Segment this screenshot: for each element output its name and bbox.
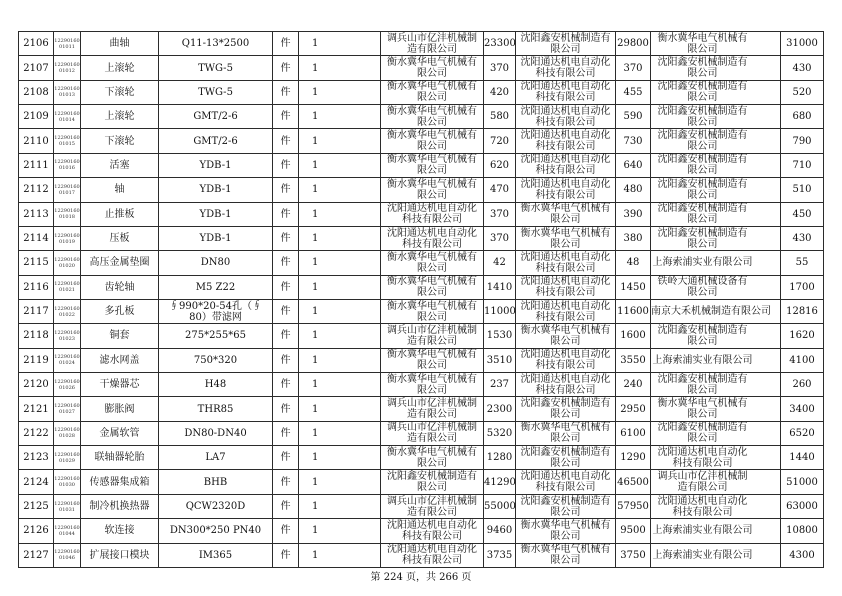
table-row [19, 275, 824, 299]
quantity-cell: 1 [299, 226, 381, 250]
price-1-cell: 2300 [484, 397, 516, 421]
price-1-cell: 42 [484, 251, 516, 275]
price-1-cell: 5320 [484, 421, 516, 445]
price-2-cell: 370 [616, 56, 651, 80]
unit-cell: 件 [273, 543, 299, 567]
quantity-cell: 1 [299, 178, 381, 202]
table-row [19, 446, 824, 470]
spec-cell: TWG-5 [159, 56, 273, 80]
spec-cell: QCW2320D [159, 494, 273, 518]
quantity-cell: 1 [299, 446, 381, 470]
unit-cell: 件 [273, 202, 299, 226]
material-code-cell: 12290160 01027 [54, 397, 81, 421]
supplier-3-cell: 南京大禾机械制造有限公司 [651, 299, 781, 323]
supplier-1-cell: 沈阳通达机电自动化 科技有限公司 [381, 543, 484, 567]
supplier-2-cell: 沈阳鑫安机械制造有 限公司 [516, 397, 616, 421]
price-2-cell: 29800 [616, 32, 651, 56]
price-2-cell: 1450 [616, 275, 651, 299]
supplier-3-cell: 沈阳鑫安机械制造有 限公司 [651, 373, 781, 397]
item-name-cell: 干燥器芯 [81, 373, 159, 397]
material-code-cell: 12290160 01015 [54, 129, 81, 153]
table-row [19, 202, 824, 226]
row-number-cell: 2121 [19, 397, 54, 421]
unit-cell: 件 [273, 348, 299, 372]
price-2-cell: 11600 [616, 299, 651, 323]
material-code-cell: 12290160 01022 [54, 299, 81, 323]
table-row [19, 251, 824, 275]
supplier-2-cell: 沈阳通达机电自动化 科技有限公司 [516, 105, 616, 129]
supplier-2-cell: 沈阳鑫安机械制造有 限公司 [516, 446, 616, 470]
spec-cell: DN80 [159, 251, 273, 275]
unit-cell: 件 [273, 275, 299, 299]
spec-cell: THR85 [159, 397, 273, 421]
supplier-3-cell: 上海索浦实业有限公司 [651, 251, 781, 275]
price-3-cell: 520 [781, 80, 824, 104]
price-3-cell: 63000 [781, 494, 824, 518]
supplier-1-cell: 调兵山市亿沣机械制 造有限公司 [381, 324, 484, 348]
item-name-cell: 活塞 [81, 153, 159, 177]
material-code-cell: 12290160 01020 [54, 251, 81, 275]
table-row [19, 105, 824, 129]
supplier-2-cell: 沈阳鑫安机械制造有 限公司 [516, 32, 616, 56]
supplier-1-cell: 沈阳通达机电自动化 科技有限公司 [381, 226, 484, 250]
table-row [19, 543, 824, 567]
supplier-2-cell: 沈阳通达机电自动化 科技有限公司 [516, 129, 616, 153]
price-2-cell: 48 [616, 251, 651, 275]
table-row [19, 324, 824, 348]
spec-cell: YDB-1 [159, 226, 273, 250]
price-3-cell: 4100 [781, 348, 824, 372]
quantity-cell: 1 [299, 32, 381, 56]
price-3-cell: 55 [781, 251, 824, 275]
row-number-cell: 2115 [19, 251, 54, 275]
price-1-cell: 1410 [484, 275, 516, 299]
item-name-cell: 下滚轮 [81, 80, 159, 104]
table-row [19, 32, 824, 56]
supplier-3-cell: 上海索浦实业有限公司 [651, 348, 781, 372]
unit-cell: 件 [273, 226, 299, 250]
unit-cell: 件 [273, 519, 299, 543]
unit-cell: 件 [273, 129, 299, 153]
price-3-cell: 1440 [781, 446, 824, 470]
table-row [19, 348, 824, 372]
row-number-cell: 2114 [19, 226, 54, 250]
price-3-cell: 790 [781, 129, 824, 153]
supplier-3-cell: 沈阳鑫安机械制造有 限公司 [651, 153, 781, 177]
unit-cell: 件 [273, 32, 299, 56]
table-row [19, 494, 824, 518]
table-row [19, 470, 824, 494]
unit-cell: 件 [273, 153, 299, 177]
item-name-cell: 压板 [81, 226, 159, 250]
item-name-cell: 滤水网盖 [81, 348, 159, 372]
price-1-cell: 55000 [484, 494, 516, 518]
price-comparison-table [18, 31, 824, 568]
material-code-cell: 12290160 01012 [54, 56, 81, 80]
price-2-cell: 3550 [616, 348, 651, 372]
supplier-1-cell: 衡水冀华电气机械有 限公司 [381, 373, 484, 397]
row-number-cell: 2112 [19, 178, 54, 202]
spec-cell: IM365 [159, 543, 273, 567]
price-3-cell: 260 [781, 373, 824, 397]
quantity-cell: 1 [299, 373, 381, 397]
supplier-1-cell: 调兵山市亿沣机械制 造有限公司 [381, 494, 484, 518]
price-2-cell: 57950 [616, 494, 651, 518]
price-2-cell: 1600 [616, 324, 651, 348]
supplier-3-cell: 沈阳通达机电自动化 科技有限公司 [651, 494, 781, 518]
spec-cell: TWG-5 [159, 80, 273, 104]
price-1-cell: 3510 [484, 348, 516, 372]
spec-cell: H48 [159, 373, 273, 397]
page-number-footer: 第 224 页，共 266 页 [370, 572, 472, 583]
unit-cell: 件 [273, 56, 299, 80]
price-1-cell: 370 [484, 56, 516, 80]
spec-cell: DN300*250 PN40 [159, 519, 273, 543]
price-2-cell: 9500 [616, 519, 651, 543]
supplier-1-cell: 衡水冀华电气机械有 限公司 [381, 299, 484, 323]
supplier-1-cell: 衡水冀华电气机械有 限公司 [381, 446, 484, 470]
item-name-cell: 多孔板 [81, 299, 159, 323]
supplier-2-cell: 沈阳通达机电自动化 科技有限公司 [516, 251, 616, 275]
table-row [19, 299, 824, 323]
unit-cell: 件 [273, 324, 299, 348]
supplier-2-cell: 衡水冀华电气机械有 限公司 [516, 324, 616, 348]
quantity-cell: 1 [299, 348, 381, 372]
supplier-1-cell: 衡水冀华电气机械有 限公司 [381, 275, 484, 299]
material-code-cell: 12290160 01011 [54, 32, 81, 56]
item-name-cell: 高压金属垫圈 [81, 251, 159, 275]
item-name-cell: 制冷机换热器 [81, 494, 159, 518]
material-code-cell: 12290160 01046 [54, 543, 81, 567]
supplier-2-cell: 沈阳通达机电自动化 科技有限公司 [516, 470, 616, 494]
material-code-cell: 12290160 01014 [54, 105, 81, 129]
supplier-3-cell: 上海索浦实业有限公司 [651, 543, 781, 567]
price-3-cell: 510 [781, 178, 824, 202]
supplier-1-cell: 衡水冀华电气机械有 限公司 [381, 80, 484, 104]
price-1-cell: 3735 [484, 543, 516, 567]
price-1-cell: 11000 [484, 299, 516, 323]
material-code-cell: 12290160 01044 [54, 519, 81, 543]
quantity-cell: 1 [299, 494, 381, 518]
quantity-cell: 1 [299, 56, 381, 80]
quantity-cell: 1 [299, 202, 381, 226]
supplier-2-cell: 衡水冀华电气机械有 限公司 [516, 519, 616, 543]
table-row [19, 397, 824, 421]
supplier-3-cell: 上海索浦实业有限公司 [651, 519, 781, 543]
price-2-cell: 6100 [616, 421, 651, 445]
item-name-cell: 曲轴 [81, 32, 159, 56]
supplier-3-cell: 沈阳鑫安机械制造有 限公司 [651, 421, 781, 445]
price-2-cell: 2950 [616, 397, 651, 421]
supplier-1-cell: 衡水冀华电气机械有 限公司 [381, 129, 484, 153]
quantity-cell: 1 [299, 397, 381, 421]
price-3-cell: 12816 [781, 299, 824, 323]
quantity-cell: 1 [299, 153, 381, 177]
price-1-cell: 9460 [484, 519, 516, 543]
quantity-cell: 1 [299, 299, 381, 323]
price-1-cell: 620 [484, 153, 516, 177]
material-code-cell: 12290160 01030 [54, 470, 81, 494]
price-3-cell: 10800 [781, 519, 824, 543]
item-name-cell: 下滚轮 [81, 129, 159, 153]
unit-cell: 件 [273, 421, 299, 445]
supplier-3-cell: 沈阳鑫安机械制造有 限公司 [651, 226, 781, 250]
quantity-cell: 1 [299, 543, 381, 567]
price-2-cell: 3750 [616, 543, 651, 567]
row-number-cell: 2124 [19, 470, 54, 494]
price-1-cell: 23300 [484, 32, 516, 56]
row-number-cell: 2118 [19, 324, 54, 348]
quantity-cell: 1 [299, 275, 381, 299]
row-number-cell: 2108 [19, 80, 54, 104]
supplier-1-cell: 衡水冀华电气机械有 限公司 [381, 348, 484, 372]
supplier-1-cell: 沈阳鑫安机械制造有 限公司 [381, 470, 484, 494]
unit-cell: 件 [273, 397, 299, 421]
row-number-cell: 2109 [19, 105, 54, 129]
item-name-cell: 上滚轮 [81, 56, 159, 80]
supplier-3-cell: 调兵山市亿沣机械制 造有限公司 [651, 470, 781, 494]
quantity-cell: 1 [299, 129, 381, 153]
spec-cell: YDB-1 [159, 153, 273, 177]
price-2-cell: 390 [616, 202, 651, 226]
price-3-cell: 1620 [781, 324, 824, 348]
supplier-2-cell: 沈阳通达机电自动化 科技有限公司 [516, 275, 616, 299]
row-number-cell: 2120 [19, 373, 54, 397]
price-2-cell: 590 [616, 105, 651, 129]
row-number-cell: 2117 [19, 299, 54, 323]
supplier-3-cell: 沈阳鑫安机械制造有 限公司 [651, 202, 781, 226]
spec-cell: M5 Z22 [159, 275, 273, 299]
supplier-1-cell: 衡水冀华电气机械有 限公司 [381, 153, 484, 177]
supplier-3-cell: 沈阳通达机电自动化 科技有限公司 [651, 446, 781, 470]
table-row [19, 421, 824, 445]
material-code-cell: 12290160 01018 [54, 202, 81, 226]
price-3-cell: 430 [781, 56, 824, 80]
supplier-2-cell: 沈阳通达机电自动化 科技有限公司 [516, 56, 616, 80]
price-1-cell: 580 [484, 105, 516, 129]
material-code-cell: 12290160 01029 [54, 446, 81, 470]
row-number-cell: 2123 [19, 446, 54, 470]
supplier-3-cell: 衡水冀华电气机械有 限公司 [651, 32, 781, 56]
table-row [19, 178, 824, 202]
unit-cell: 件 [273, 178, 299, 202]
supplier-2-cell: 沈阳通达机电自动化 科技有限公司 [516, 153, 616, 177]
item-name-cell: 传感器集成箱 [81, 470, 159, 494]
row-number-cell: 2119 [19, 348, 54, 372]
quantity-cell: 1 [299, 105, 381, 129]
spec-cell: ∮990*20-54孔（∮ 80）带滤网 [159, 299, 273, 323]
price-2-cell: 730 [616, 129, 651, 153]
supplier-1-cell: 调兵山市亿沣机械制 造有限公司 [381, 397, 484, 421]
spec-cell: YDB-1 [159, 202, 273, 226]
supplier-1-cell: 沈阳通达机电自动化 科技有限公司 [381, 519, 484, 543]
price-3-cell: 430 [781, 226, 824, 250]
spec-cell: GMT/2-6 [159, 129, 273, 153]
item-name-cell: 轴 [81, 178, 159, 202]
supplier-1-cell: 衡水冀华电气机械有 限公司 [381, 56, 484, 80]
row-number-cell: 2106 [19, 32, 54, 56]
row-number-cell: 2122 [19, 421, 54, 445]
price-1-cell: 470 [484, 178, 516, 202]
spec-cell: BHB [159, 470, 273, 494]
unit-cell: 件 [273, 373, 299, 397]
supplier-2-cell: 衡水冀华电气机械有 限公司 [516, 202, 616, 226]
unit-cell: 件 [273, 299, 299, 323]
row-number-cell: 2126 [19, 519, 54, 543]
row-number-cell: 2127 [19, 543, 54, 567]
price-2-cell: 640 [616, 153, 651, 177]
supplier-1-cell: 衡水冀华电气机械有 限公司 [381, 178, 484, 202]
supplier-3-cell: 沈阳鑫安机械制造有 限公司 [651, 324, 781, 348]
quantity-cell: 1 [299, 251, 381, 275]
table-row [19, 226, 824, 250]
supplier-3-cell: 沈阳鑫安机械制造有 限公司 [651, 178, 781, 202]
price-2-cell: 455 [616, 80, 651, 104]
price-3-cell: 710 [781, 153, 824, 177]
material-code-cell: 12290160 01031 [54, 494, 81, 518]
price-2-cell: 1290 [616, 446, 651, 470]
quantity-cell: 1 [299, 421, 381, 445]
spec-cell: Q11-13*2500 [159, 32, 273, 56]
price-3-cell: 450 [781, 202, 824, 226]
material-code-cell: 12290160 01013 [54, 80, 81, 104]
spec-cell: GMT/2-6 [159, 105, 273, 129]
item-name-cell: 止推板 [81, 202, 159, 226]
supplier-1-cell: 调兵山市亿沣机械制 造有限公司 [381, 32, 484, 56]
supplier-2-cell: 衡水冀华电气机械有 限公司 [516, 226, 616, 250]
spec-cell: YDB-1 [159, 178, 273, 202]
material-code-cell: 12290160 01028 [54, 421, 81, 445]
material-code-cell: 12290160 01016 [54, 153, 81, 177]
price-1-cell: 41290 [484, 470, 516, 494]
price-2-cell: 240 [616, 373, 651, 397]
price-1-cell: 237 [484, 373, 516, 397]
material-code-cell: 12290160 01019 [54, 226, 81, 250]
supplier-2-cell: 衡水冀华电气机械有 限公司 [516, 543, 616, 567]
unit-cell: 件 [273, 251, 299, 275]
quantity-cell: 1 [299, 519, 381, 543]
spec-cell: LA7 [159, 446, 273, 470]
supplier-2-cell: 沈阳鑫安机械制造有 限公司 [516, 494, 616, 518]
material-code-cell: 12290160 01024 [54, 348, 81, 372]
price-2-cell: 46500 [616, 470, 651, 494]
unit-cell: 件 [273, 494, 299, 518]
row-number-cell: 2113 [19, 202, 54, 226]
supplier-2-cell: 沈阳通达机电自动化 科技有限公司 [516, 299, 616, 323]
unit-cell: 件 [273, 470, 299, 494]
item-name-cell: 扩展接口模块 [81, 543, 159, 567]
price-3-cell: 31000 [781, 32, 824, 56]
unit-cell: 件 [273, 446, 299, 470]
row-number-cell: 2110 [19, 129, 54, 153]
supplier-2-cell: 沈阳通达机电自动化 科技有限公司 [516, 80, 616, 104]
table-row [19, 153, 824, 177]
supplier-1-cell: 调兵山市亿沣机械制 造有限公司 [381, 421, 484, 445]
price-3-cell: 3400 [781, 397, 824, 421]
table-row [19, 80, 824, 104]
item-name-cell: 铜套 [81, 324, 159, 348]
quantity-cell: 1 [299, 470, 381, 494]
supplier-3-cell: 沈阳鑫安机械制造有 限公司 [651, 105, 781, 129]
price-3-cell: 4300 [781, 543, 824, 567]
item-name-cell: 上滚轮 [81, 105, 159, 129]
item-name-cell: 金属软管 [81, 421, 159, 445]
table-row [19, 129, 824, 153]
price-1-cell: 1280 [484, 446, 516, 470]
unit-cell: 件 [273, 105, 299, 129]
supplier-2-cell: 沈阳通达机电自动化 科技有限公司 [516, 178, 616, 202]
item-name-cell: 软连接 [81, 519, 159, 543]
row-number-cell: 2107 [19, 56, 54, 80]
supplier-3-cell: 铁岭大通机械设备有 限公司 [651, 275, 781, 299]
supplier-1-cell: 沈阳通达机电自动化 科技有限公司 [381, 202, 484, 226]
price-2-cell: 480 [616, 178, 651, 202]
supplier-3-cell: 沈阳鑫安机械制造有 限公司 [651, 56, 781, 80]
row-number-cell: 2116 [19, 275, 54, 299]
supplier-3-cell: 衡水冀华电气机械有 限公司 [651, 397, 781, 421]
material-code-cell: 12290160 01026 [54, 373, 81, 397]
price-1-cell: 720 [484, 129, 516, 153]
row-number-cell: 2111 [19, 153, 54, 177]
price-1-cell: 370 [484, 202, 516, 226]
quantity-cell: 1 [299, 324, 381, 348]
price-1-cell: 420 [484, 80, 516, 104]
supplier-3-cell: 沈阳鑫安机械制造有 限公司 [651, 80, 781, 104]
supplier-1-cell: 衡水冀华电气机械有 限公司 [381, 251, 484, 275]
price-3-cell: 680 [781, 105, 824, 129]
supplier-2-cell: 沈阳通达机电自动化 科技有限公司 [516, 373, 616, 397]
supplier-2-cell: 沈阳通达机电自动化 科技有限公司 [516, 348, 616, 372]
item-name-cell: 膨胀阀 [81, 397, 159, 421]
material-code-cell: 12290160 01017 [54, 178, 81, 202]
price-3-cell: 51000 [781, 470, 824, 494]
table-body [19, 32, 824, 568]
spec-cell: DN80-DN40 [159, 421, 273, 445]
unit-cell: 件 [273, 80, 299, 104]
item-name-cell: 齿轮轴 [81, 275, 159, 299]
supplier-1-cell: 衡水冀华电气机械有 限公司 [381, 105, 484, 129]
spec-cell: 275*255*65 [159, 324, 273, 348]
table-row [19, 56, 824, 80]
item-name-cell: 联轴器轮胎 [81, 446, 159, 470]
price-1-cell: 370 [484, 226, 516, 250]
row-number-cell: 2125 [19, 494, 54, 518]
price-3-cell: 1700 [781, 275, 824, 299]
spec-cell: 750*320 [159, 348, 273, 372]
price-3-cell: 6520 [781, 421, 824, 445]
material-code-cell: 12290160 01023 [54, 324, 81, 348]
price-2-cell: 380 [616, 226, 651, 250]
table-row [19, 373, 824, 397]
supplier-3-cell: 沈阳鑫安机械制造有 限公司 [651, 129, 781, 153]
material-code-cell: 12290160 01021 [54, 275, 81, 299]
price-1-cell: 1530 [484, 324, 516, 348]
quantity-cell: 1 [299, 80, 381, 104]
table-row [19, 519, 824, 543]
supplier-2-cell: 衡水冀华电气机械有 限公司 [516, 421, 616, 445]
